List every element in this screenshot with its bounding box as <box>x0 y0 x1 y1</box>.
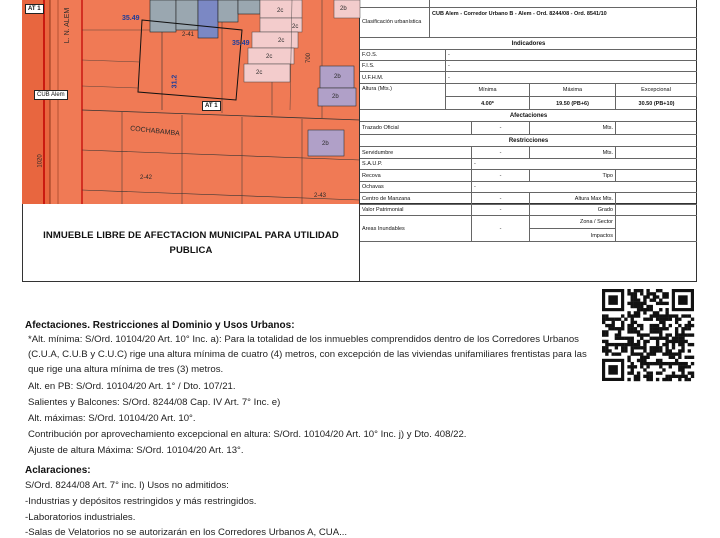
areas-unit-zona: Zona / Sector <box>530 216 616 229</box>
trazado-label: Trazado Oficial <box>360 122 472 134</box>
map-label-cochabamba: COCHABAMBA <box>129 125 181 138</box>
zoning-info-table-continued <box>360 204 697 282</box>
servidumbre-label: Servidumbre <box>360 147 472 158</box>
servidumbre-unit: Mts. <box>530 147 616 158</box>
afectaciones-title <box>360 110 697 122</box>
areas-unit-impactos: Impactos <box>530 229 616 242</box>
trazado-unit: Mts. <box>530 122 616 134</box>
saup-value: - <box>474 161 476 167</box>
excepcional-label: Excepcional <box>616 84 697 97</box>
map-label-2b-2: 2b <box>334 74 341 80</box>
minima-label: Mínima <box>446 84 530 97</box>
afectaciones-line: Salientes y Balcones: S/Ord. 8244/08 Cap. IV Art. 7° Inc. e) <box>28 397 281 408</box>
afectaciones-line: que rige una altura mínima de tres (3) metros. <box>28 364 224 375</box>
altura-label: Altura (Mts.) <box>360 84 446 109</box>
row-fos <box>360 50 697 61</box>
map-label-2b-3: 2b <box>332 94 339 100</box>
excepcional-value: 30.50 (PB+10) <box>638 100 675 107</box>
zoning-info-table <box>360 0 697 204</box>
minima-value: 4.00* <box>446 97 530 110</box>
maxima-label: Máxima <box>530 84 616 97</box>
clasificacion-value: CUB Alem - Corredor Urbano B - Alem - Ord. 8244/08 - Ord. 8541/10 <box>432 11 607 17</box>
fos-label: F.O.S. <box>360 50 446 60</box>
centro-label: Centro de Manzana <box>360 193 472 204</box>
map-dim-3549-b: 35.49 <box>232 40 250 47</box>
afectaciones-line: Contribución por aprovechamiento excepcional en altura: S/Ord. 10104/20 Art. 10° Inc. j) y Dto. 408/22. <box>28 429 467 440</box>
row-centro-manzana <box>360 193 697 204</box>
servidumbre-value: - <box>472 147 530 158</box>
row-valor-patrimonial <box>360 204 697 216</box>
row-saup <box>360 159 697 170</box>
map-drawing <box>22 0 360 204</box>
areas-value: - <box>472 216 530 241</box>
fis-value: - <box>448 63 450 69</box>
map-label-2c-3: 2c <box>278 38 285 44</box>
fis-label: F.I.S. <box>360 61 446 71</box>
restricciones-title <box>360 135 697 147</box>
ochavas-label: Ochavas <box>360 182 472 192</box>
indicadores-title-text: Indicadores <box>511 40 546 47</box>
qr-code[interactable] <box>602 289 694 381</box>
map-label-at1-mid: AT 1 <box>202 101 221 111</box>
qr-code-graphic <box>602 289 694 381</box>
map-dim-312: 31.2 <box>171 74 179 89</box>
map-label-1020: 1020 <box>37 154 44 168</box>
map-label-2c-2: 2c <box>292 24 299 30</box>
ufhm-label: U.F.H.M. <box>360 72 446 83</box>
notice-text: INMUEBLE LIBRE DE AFECTACION MUNICIPAL PARA UTILIDAD PUBLICA <box>43 229 339 256</box>
ufhm-value: - <box>448 74 450 81</box>
map-label-2c-5: 2c <box>256 70 263 76</box>
ochavas-value: - <box>474 184 476 190</box>
aclaraciones-line: S/Ord. 8244/08 Art. 7° inc. l) Usos no admitidos: <box>25 480 229 491</box>
row-fis <box>360 61 697 72</box>
centro-unit: Altura Max Mts. <box>530 193 616 204</box>
centro-value: - <box>472 193 530 204</box>
row-trazado <box>360 122 697 135</box>
row-clasificacion <box>360 8 697 38</box>
areas-label: Areas Inundables <box>360 216 472 241</box>
recova-unit: Tipo <box>530 170 616 181</box>
map-label-cub-alem: CUB Alem <box>34 90 68 100</box>
maxima-value: 19.50 (PB+6) <box>530 97 616 110</box>
afectaciones-title-text: Afectaciones <box>509 112 548 119</box>
map-label-street-alem: L. N. ALEM <box>64 7 72 44</box>
row-recova <box>360 170 697 182</box>
aclaraciones-line: -Salas de Velatorios no se autorizarán en los Corredores Urbanos A, CUA... <box>25 527 348 538</box>
map-label-2-41: 2-41 <box>182 32 195 38</box>
clasificacion-label: Clasificación urbanística <box>360 8 430 37</box>
recova-value: - <box>472 170 530 181</box>
restricciones-title-text: Restricciones <box>508 137 549 144</box>
trazado-value: - <box>472 122 530 134</box>
valor-value: - <box>472 205 530 215</box>
map-label-2-43: 2-43 <box>314 193 327 199</box>
afectaciones-line: (C.U.A, C.U.B y C.U.C) rige una altura mínima de cuatro (4) metros, con excepción de las viviendas unifamiliares frentistas para las <box>28 349 587 360</box>
row-areas-inundables <box>360 216 697 242</box>
row-servidumbre <box>360 147 697 159</box>
map-label-700: 700 <box>306 52 313 64</box>
map-label-2c-4: 2c <box>266 54 273 60</box>
map-label-at1-top: AT 1 <box>25 4 44 14</box>
aclaraciones-section-title: Aclaraciones: <box>25 465 91 476</box>
fos-value: - <box>448 52 450 58</box>
aclaraciones-line: -Industrias y depósitos restringidos y más restringidos. <box>25 496 257 507</box>
map-label-2b-4: 2b <box>322 141 329 147</box>
valor-label: Valor Patrimonial <box>360 205 472 215</box>
recova-label: Recova <box>360 170 472 181</box>
row-altura <box>360 84 697 110</box>
table-top-strip <box>360 0 697 8</box>
map-dim-3549-a: 35.49 <box>122 15 140 22</box>
aclaraciones-line: -Laboratorios industriales. <box>25 512 136 523</box>
row-ufhm <box>360 72 697 84</box>
notice-box <box>22 204 360 282</box>
afectaciones-section-title: Afectaciones. Restricciones al Dominio y Usos Urbanos: <box>25 320 295 331</box>
afectaciones-line: Ajuste de altura Máxima: S/Ord. 10104/20 Art. 13°. <box>28 445 244 456</box>
valor-unit: Grado <box>530 205 616 215</box>
cadastral-map <box>22 0 360 204</box>
afectaciones-line: Alt. en PB: S/Ord. 10104/20 Art. 1° / Dto. 107/21. <box>28 381 236 392</box>
saup-label: S.A.U.P. <box>360 159 472 169</box>
map-label-2-42: 2-42 <box>140 175 153 181</box>
map-label-2b-1: 2b <box>340 6 347 12</box>
row-ochavas <box>360 182 697 193</box>
afectaciones-line: Alt. máximas: S/Ord. 10104/20 Art. 10°. <box>28 413 196 424</box>
map-label-2c-1: 2c <box>277 8 284 14</box>
afectaciones-line: *Alt. mínima: S/Ord. 10104/20 Art. 10° Inc. a): Para la totalidad de los inmuebles comprendidos dentro de los Corredores Urbanos <box>28 334 579 345</box>
indicadores-title <box>360 38 697 50</box>
